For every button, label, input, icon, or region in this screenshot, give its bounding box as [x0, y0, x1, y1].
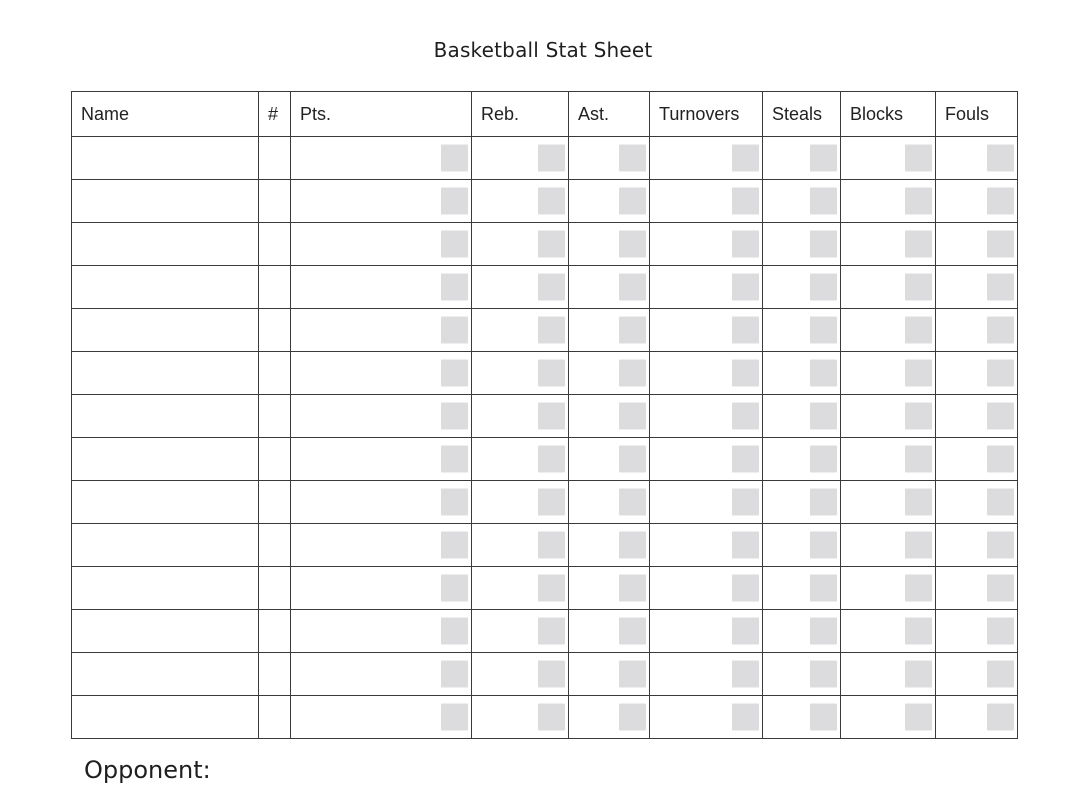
cell-blocks[interactable]	[841, 653, 936, 696]
cell-pts[interactable]	[291, 524, 472, 567]
cell-fouls[interactable]	[936, 610, 1018, 653]
reb-entry-box[interactable]	[538, 618, 565, 645]
cell-reb[interactable]	[472, 137, 569, 180]
pts-entry-box[interactable]	[441, 618, 468, 645]
blocks-entry-box[interactable]	[905, 231, 932, 258]
cell-reb[interactable]	[472, 567, 569, 610]
cell-ast[interactable]	[569, 696, 650, 739]
cell-steals[interactable]	[763, 696, 841, 739]
cell-blocks[interactable]	[841, 567, 936, 610]
cell-turnovers[interactable]	[650, 309, 763, 352]
reb-entry-box[interactable]	[538, 532, 565, 559]
turnovers-entry-box[interactable]	[732, 360, 759, 387]
cell-steals[interactable]	[763, 567, 841, 610]
cell-turnovers[interactable]	[650, 352, 763, 395]
cell-name[interactable]	[72, 696, 259, 739]
ast-entry-box[interactable]	[619, 618, 646, 645]
cell-number[interactable]	[259, 438, 291, 481]
fouls-entry-box[interactable]	[987, 360, 1014, 387]
turnovers-entry-box[interactable]	[732, 145, 759, 172]
steals-entry-box[interactable]	[810, 446, 837, 473]
cell-name[interactable]	[72, 309, 259, 352]
ast-entry-box[interactable]	[619, 489, 646, 516]
ast-entry-box[interactable]	[619, 661, 646, 688]
table-row	[72, 481, 1018, 524]
ast-entry-box[interactable]	[619, 446, 646, 473]
fouls-entry-box[interactable]	[987, 403, 1014, 430]
cell-reb[interactable]	[472, 266, 569, 309]
cell-fouls[interactable]	[936, 309, 1018, 352]
pts-entry-box[interactable]	[441, 145, 468, 172]
reb-entry-box[interactable]	[538, 188, 565, 215]
column-header-name: Name	[72, 92, 259, 137]
stat-table	[71, 91, 1018, 739]
ast-entry-box[interactable]	[619, 274, 646, 301]
cell-ast[interactable]	[569, 137, 650, 180]
cell-steals[interactable]	[763, 309, 841, 352]
cell-reb[interactable]	[472, 524, 569, 567]
table-row	[72, 567, 1018, 610]
cell-steals[interactable]	[763, 352, 841, 395]
fouls-entry-box[interactable]	[987, 661, 1014, 688]
steals-entry-box[interactable]	[810, 661, 837, 688]
cell-fouls[interactable]	[936, 266, 1018, 309]
column-header-pts: Pts.	[291, 92, 472, 137]
cell-number[interactable]	[259, 223, 291, 266]
cell-name[interactable]	[72, 481, 259, 524]
blocks-entry-box[interactable]	[905, 532, 932, 559]
table-row	[72, 352, 1018, 395]
cell-pts[interactable]	[291, 180, 472, 223]
cell-reb[interactable]	[472, 653, 569, 696]
turnovers-entry-box[interactable]	[732, 704, 759, 731]
cell-name[interactable]	[72, 610, 259, 653]
fouls-entry-box[interactable]	[987, 618, 1014, 645]
reb-entry-box[interactable]	[538, 575, 565, 602]
pts-entry-box[interactable]	[441, 403, 468, 430]
blocks-entry-box[interactable]	[905, 704, 932, 731]
column-header-steals: Steals	[763, 92, 841, 137]
pts-entry-box[interactable]	[441, 188, 468, 215]
table-row	[72, 266, 1018, 309]
column-header-fouls: Fouls	[936, 92, 1018, 137]
cell-name[interactable]	[72, 223, 259, 266]
reb-entry-box[interactable]	[538, 360, 565, 387]
cell-number[interactable]	[259, 137, 291, 180]
cell-turnovers[interactable]	[650, 266, 763, 309]
steals-entry-box[interactable]	[810, 618, 837, 645]
reb-entry-box[interactable]	[538, 317, 565, 344]
cell-steals[interactable]	[763, 266, 841, 309]
cell-number[interactable]	[259, 266, 291, 309]
cell-number[interactable]	[259, 567, 291, 610]
cell-fouls[interactable]	[936, 352, 1018, 395]
fouls-entry-box[interactable]	[987, 188, 1014, 215]
cell-pts[interactable]	[291, 223, 472, 266]
cell-blocks[interactable]	[841, 395, 936, 438]
turnovers-entry-box[interactable]	[732, 231, 759, 258]
steals-entry-box[interactable]	[810, 231, 837, 258]
cell-fouls[interactable]	[936, 180, 1018, 223]
cell-pts[interactable]	[291, 395, 472, 438]
cell-pts[interactable]	[291, 352, 472, 395]
cell-blocks[interactable]	[841, 223, 936, 266]
cell-ast[interactable]	[569, 610, 650, 653]
cell-blocks[interactable]	[841, 352, 936, 395]
ast-entry-box[interactable]	[619, 403, 646, 430]
cell-ast[interactable]	[569, 223, 650, 266]
cell-fouls[interactable]	[936, 395, 1018, 438]
cell-ast[interactable]	[569, 438, 650, 481]
cell-steals[interactable]	[763, 610, 841, 653]
cell-reb[interactable]	[472, 610, 569, 653]
cell-number[interactable]	[259, 610, 291, 653]
cell-fouls[interactable]	[936, 438, 1018, 481]
cell-ast[interactable]	[569, 524, 650, 567]
turnovers-entry-box[interactable]	[732, 188, 759, 215]
pts-entry-box[interactable]	[441, 360, 468, 387]
fouls-entry-box[interactable]	[987, 704, 1014, 731]
cell-turnovers[interactable]	[650, 180, 763, 223]
cell-steals[interactable]	[763, 137, 841, 180]
turnovers-entry-box[interactable]	[732, 446, 759, 473]
fouls-entry-box[interactable]	[987, 317, 1014, 344]
ast-entry-box[interactable]	[619, 532, 646, 559]
turnovers-entry-box[interactable]	[732, 317, 759, 344]
cell-blocks[interactable]	[841, 524, 936, 567]
column-header-blocks: Blocks	[841, 92, 936, 137]
cell-blocks[interactable]	[841, 481, 936, 524]
reb-entry-box[interactable]	[538, 704, 565, 731]
table-row	[72, 524, 1018, 567]
cell-fouls[interactable]	[936, 223, 1018, 266]
cell-number[interactable]	[259, 180, 291, 223]
fouls-entry-box[interactable]	[987, 274, 1014, 301]
cell-pts[interactable]	[291, 309, 472, 352]
table-row	[72, 309, 1018, 352]
cell-blocks[interactable]	[841, 266, 936, 309]
turnovers-entry-box[interactable]	[732, 489, 759, 516]
pts-entry-box[interactable]	[441, 446, 468, 473]
cell-name[interactable]	[72, 180, 259, 223]
ast-entry-box[interactable]	[619, 317, 646, 344]
steals-entry-box[interactable]	[810, 403, 837, 430]
cell-name[interactable]	[72, 438, 259, 481]
cell-turnovers[interactable]	[650, 223, 763, 266]
blocks-entry-box[interactable]	[905, 188, 932, 215]
table-row	[72, 610, 1018, 653]
cell-name[interactable]	[72, 653, 259, 696]
blocks-entry-box[interactable]	[905, 403, 932, 430]
cell-turnovers[interactable]	[650, 137, 763, 180]
cell-number[interactable]	[259, 696, 291, 739]
turnovers-entry-box[interactable]	[732, 532, 759, 559]
reb-entry-box[interactable]	[538, 403, 565, 430]
cell-reb[interactable]	[472, 223, 569, 266]
cell-turnovers[interactable]	[650, 653, 763, 696]
pts-entry-box[interactable]	[441, 704, 468, 731]
cell-reb[interactable]	[472, 481, 569, 524]
cell-reb[interactable]	[472, 438, 569, 481]
cell-number[interactable]	[259, 481, 291, 524]
cell-ast[interactable]	[569, 653, 650, 696]
cell-ast[interactable]	[569, 180, 650, 223]
cell-fouls[interactable]	[936, 567, 1018, 610]
cell-name[interactable]	[72, 567, 259, 610]
cell-blocks[interactable]	[841, 438, 936, 481]
cell-steals[interactable]	[763, 223, 841, 266]
cell-turnovers[interactable]	[650, 610, 763, 653]
cell-pts[interactable]	[291, 653, 472, 696]
blocks-entry-box[interactable]	[905, 446, 932, 473]
steals-entry-box[interactable]	[810, 575, 837, 602]
cell-number[interactable]	[259, 309, 291, 352]
cell-name[interactable]	[72, 266, 259, 309]
cell-pts[interactable]	[291, 567, 472, 610]
table-row	[72, 653, 1018, 696]
turnovers-entry-box[interactable]	[732, 403, 759, 430]
turnovers-entry-box[interactable]	[732, 618, 759, 645]
fouls-entry-box[interactable]	[987, 575, 1014, 602]
cell-pts[interactable]	[291, 438, 472, 481]
cell-turnovers[interactable]	[650, 481, 763, 524]
reb-entry-box[interactable]	[538, 145, 565, 172]
cell-pts[interactable]	[291, 610, 472, 653]
pts-entry-box[interactable]	[441, 532, 468, 559]
table-row	[72, 137, 1018, 180]
cell-name[interactable]	[72, 524, 259, 567]
ast-entry-box[interactable]	[619, 231, 646, 258]
fouls-entry-box[interactable]	[987, 231, 1014, 258]
pts-entry-box[interactable]	[441, 575, 468, 602]
column-header-turnovers: Turnovers	[650, 92, 763, 137]
cell-steals[interactable]	[763, 653, 841, 696]
cell-ast[interactable]	[569, 266, 650, 309]
fouls-entry-box[interactable]	[987, 446, 1014, 473]
reb-entry-box[interactable]	[538, 274, 565, 301]
cell-reb[interactable]	[472, 696, 569, 739]
cell-blocks[interactable]	[841, 180, 936, 223]
blocks-entry-box[interactable]	[905, 274, 932, 301]
reb-entry-box[interactable]	[538, 661, 565, 688]
table-row	[72, 395, 1018, 438]
column-header-reb: Reb.	[472, 92, 569, 137]
cell-ast[interactable]	[569, 481, 650, 524]
cell-reb[interactable]	[472, 309, 569, 352]
turnovers-entry-box[interactable]	[732, 274, 759, 301]
cell-ast[interactable]	[569, 352, 650, 395]
cell-name[interactable]	[72, 137, 259, 180]
steals-entry-box[interactable]	[810, 274, 837, 301]
cell-steals[interactable]	[763, 438, 841, 481]
ast-entry-box[interactable]	[619, 575, 646, 602]
pts-entry-box[interactable]	[441, 489, 468, 516]
table-row	[72, 438, 1018, 481]
steals-entry-box[interactable]	[810, 145, 837, 172]
steals-entry-box[interactable]	[810, 317, 837, 344]
turnovers-entry-box[interactable]	[732, 575, 759, 602]
blocks-entry-box[interactable]	[905, 145, 932, 172]
fouls-entry-box[interactable]	[987, 145, 1014, 172]
cell-ast[interactable]	[569, 395, 650, 438]
blocks-entry-box[interactable]	[905, 360, 932, 387]
steals-entry-box[interactable]	[810, 360, 837, 387]
cell-blocks[interactable]	[841, 137, 936, 180]
reb-entry-box[interactable]	[538, 446, 565, 473]
column-header-number: #	[259, 92, 291, 137]
steals-entry-box[interactable]	[810, 704, 837, 731]
cell-steals[interactable]	[763, 395, 841, 438]
table-body	[72, 137, 1018, 739]
cell-steals[interactable]	[763, 524, 841, 567]
cell-turnovers[interactable]	[650, 524, 763, 567]
cell-fouls[interactable]	[936, 696, 1018, 739]
cell-number[interactable]	[259, 524, 291, 567]
cell-pts[interactable]	[291, 481, 472, 524]
steals-entry-box[interactable]	[810, 532, 837, 559]
cell-reb[interactable]	[472, 180, 569, 223]
ast-entry-box[interactable]	[619, 188, 646, 215]
header-row	[72, 92, 1018, 137]
table-row	[72, 223, 1018, 266]
cell-name[interactable]	[72, 395, 259, 438]
page-title: Basketball Stat Sheet	[433, 38, 653, 62]
cell-turnovers[interactable]	[650, 696, 763, 739]
fouls-entry-box[interactable]	[987, 532, 1014, 559]
blocks-entry-box[interactable]	[905, 317, 932, 344]
cell-ast[interactable]	[569, 309, 650, 352]
ast-entry-box[interactable]	[619, 360, 646, 387]
ast-entry-box[interactable]	[619, 704, 646, 731]
cell-pts[interactable]	[291, 696, 472, 739]
fouls-entry-box[interactable]	[987, 489, 1014, 516]
reb-entry-box[interactable]	[538, 489, 565, 516]
cell-pts[interactable]	[291, 266, 472, 309]
pts-entry-box[interactable]	[441, 231, 468, 258]
cell-number[interactable]	[259, 653, 291, 696]
cell-turnovers[interactable]	[650, 438, 763, 481]
pts-entry-box[interactable]	[441, 274, 468, 301]
reb-entry-box[interactable]	[538, 231, 565, 258]
cell-turnovers[interactable]	[650, 567, 763, 610]
pts-entry-box[interactable]	[441, 317, 468, 344]
ast-entry-box[interactable]	[619, 145, 646, 172]
opponent-label: Opponent:	[84, 756, 211, 784]
table-row	[72, 696, 1018, 739]
cell-blocks[interactable]	[841, 610, 936, 653]
cell-fouls[interactable]	[936, 524, 1018, 567]
cell-name[interactable]	[72, 352, 259, 395]
steals-entry-box[interactable]	[810, 489, 837, 516]
cell-fouls[interactable]	[936, 653, 1018, 696]
cell-blocks[interactable]	[841, 696, 936, 739]
cell-turnovers[interactable]	[650, 395, 763, 438]
cell-fouls[interactable]	[936, 137, 1018, 180]
cell-pts[interactable]	[291, 137, 472, 180]
cell-fouls[interactable]	[936, 481, 1018, 524]
cell-reb[interactable]	[472, 395, 569, 438]
steals-entry-box[interactable]	[810, 188, 837, 215]
cell-ast[interactable]	[569, 567, 650, 610]
blocks-entry-box[interactable]	[905, 618, 932, 645]
cell-number[interactable]	[259, 352, 291, 395]
blocks-entry-box[interactable]	[905, 489, 932, 516]
table-row	[72, 180, 1018, 223]
cell-reb[interactable]	[472, 352, 569, 395]
cell-number[interactable]	[259, 395, 291, 438]
column-header-ast: Ast.	[569, 92, 650, 137]
blocks-entry-box[interactable]	[905, 575, 932, 602]
cell-steals[interactable]	[763, 180, 841, 223]
cell-steals[interactable]	[763, 481, 841, 524]
turnovers-entry-box[interactable]	[732, 661, 759, 688]
pts-entry-box[interactable]	[441, 661, 468, 688]
blocks-entry-box[interactable]	[905, 661, 932, 688]
cell-blocks[interactable]	[841, 309, 936, 352]
